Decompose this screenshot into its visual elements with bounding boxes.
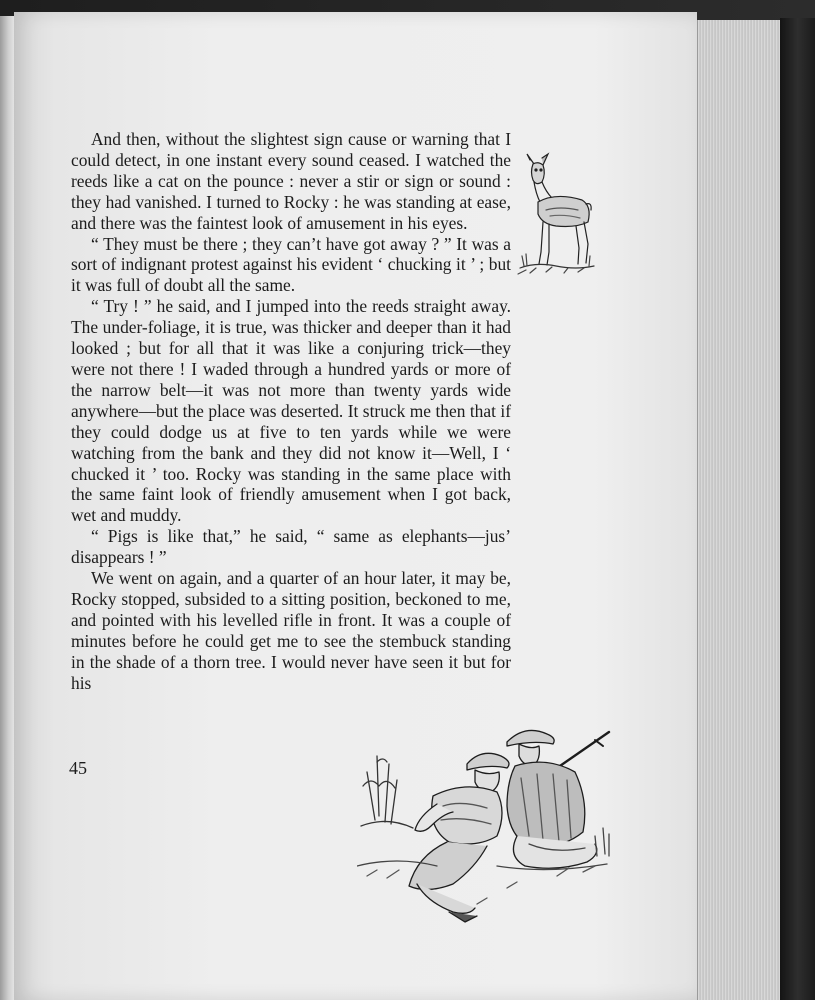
previous-page-edge — [0, 16, 14, 1000]
paragraph-5: We went on again, and a quarter of an hour later, it may be, Rocky stopped, subsided to a sitting position, beckoned to me, and pointed with his levelled rifle in front. It was a couple of minutes before he could get me to see the stembuck standing in the shade of a thorn tree. I would never have seen it but for his — [71, 568, 511, 693]
body-text — [71, 129, 511, 693]
paragraph-3: “ Try ! ” he said, and I jumped into the reeds straight away. The under-foliage, it is true, was thicker and deeper than it had looked ; but for all that it was like a conjuring trick—they were not there ! I waded through a hundred yards or more of the narrow belt—it was not more than twenty yards wide anywhere—but the place was deserted. It struck me then that if they could dodge us at five to ten yards while we were watching from the bank and they did not know it—Well, I ‘ chucked it ’ too. Rocky was standing in the same place with the same faint look of friendly amusement when I got back, wet and muddy. — [71, 296, 511, 526]
hunters-illustration — [357, 716, 617, 928]
page-number: 45 — [69, 758, 87, 778]
paragraph-4: “ Pigs is like that,” he said, “ same as elephants—jus’ disappears ! ” — [71, 526, 511, 568]
book-cover-edge — [780, 18, 815, 1000]
page-stack-edge — [697, 20, 781, 1000]
paragraph-2: “ They must be there ; they can’t have got away ? ” It was a sort of indignant protest against his evident ‘ chucking it ’ ; but it was full of doubt all the same. — [71, 233, 511, 296]
stembuck-illustration — [516, 152, 598, 280]
paragraph-1: And then, without the slightest sign cause or warning that I could detect, in one instant every sound ceased. I watched the reeds like a cat on the pounce : never a stir or sign or sound : they had vanished. I turned to Rocky : he was standing at ease, and there was the faintest look of amusement in his eyes. — [71, 129, 511, 233]
